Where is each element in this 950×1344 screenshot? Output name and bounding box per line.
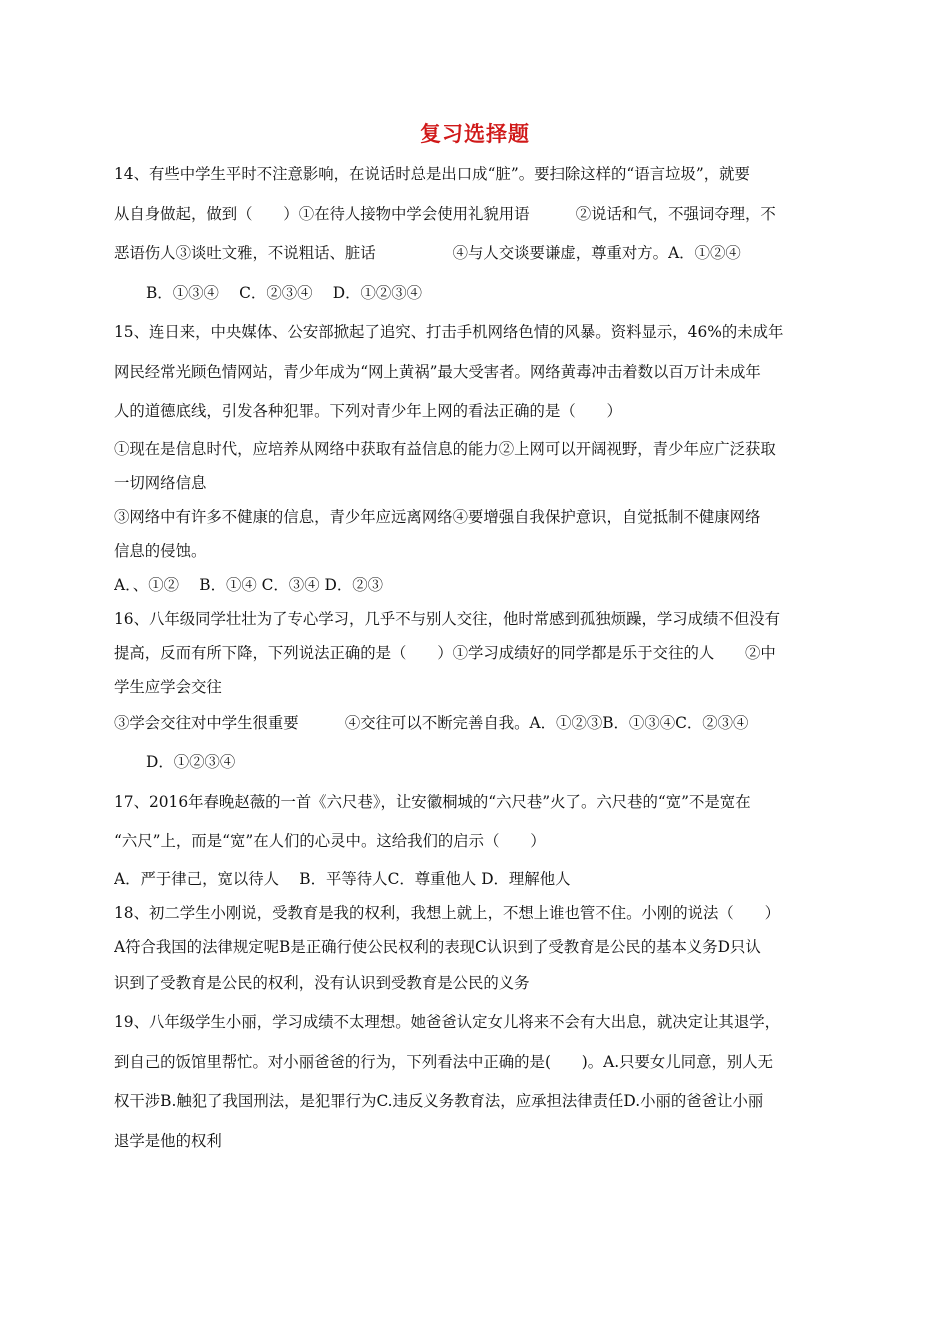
q15-line-5: 一切网络信息 (114, 473, 207, 492)
question-list (114, 155, 838, 1161)
q15-options: A．、①② B．①④ C．③④ D．②③ (114, 575, 383, 594)
page-title: 复习选择题 (420, 122, 530, 146)
q15-line-2: 网民经常光顾色情网站，青少年成为“网上黄祸”最大受害者。网络黄毒冲击着数以百万计未成年 (114, 362, 761, 381)
q16-line-4: ③学会交往对中学生很重要 ④交往可以不断完善自我。A．①②③B．①③④C．②③④ (114, 713, 749, 732)
q16-line-1: 16、八年级同学壮壮为了专心学习，几乎不与别人交往，他时常感到孤独烦躁，学习成绩不但没有 (114, 609, 780, 628)
q17-line-2: “六尺”上，而是“宽”在人们的心灵中。这给我们的启示（ ） (114, 832, 546, 850)
q19-line-1: 19、八年级学生小丽，学习成绩不太理想。她爸爸认定女儿将来不会有大出息，就决定让其退学， (114, 1013, 780, 1031)
q19-line-3: 权干涉B.触犯了我国刑法，是犯罪行为C.违反义务教育法，应承担法律责任D.小丽的爸爸让小丽 (114, 1092, 764, 1110)
q15-line-3: 人的道德底线，引发各种犯罪。下列对青少年上网的看法正确的是（ ） (114, 402, 622, 420)
q18-line-1: 18、初二学生小刚说，受教育是我的权利，我想上就上，不想上谁也管不住。小刚的说法（ ） (114, 903, 780, 922)
q15-line-4: ①现在是信息时代，应培养从网络中获取有益信息的能力②上网可以开阔视野，青少年应广泛获取 (114, 439, 776, 458)
q16-options: D．①②③④ (146, 753, 236, 771)
q17-options: A．严于律己，宽以待人 B．平等待人C．尊重他人 D．理解他人 (114, 869, 571, 888)
q14-line-2: 从自身做起，做到（ ）①在待人接物中学会使用礼貌用语 ②说话和气，不强词夺理，不 (114, 204, 776, 223)
q19-line-2: 到自己的饭馆里帮忙。对小丽爸爸的行为，下列看法中正确的是( )。A.只要女儿同意，别人无 (114, 1052, 774, 1071)
q15-line-7: 信息的侵蚀。 (114, 541, 207, 560)
q14-options: B．①③④ C．②③④ D．①②③④ (146, 283, 423, 302)
q17-line-1: 17、2016年春晚赵薇的一首《六尺巷》，让安徽桐城的“六尺巷”火了。六尺巷的“宽”不是宽在 (114, 792, 751, 811)
q16-line-2: 提高，反而有所下降，下列说法正确的是（ ）①学习成绩好的同学都是乐于交往的人 ②中 (114, 643, 776, 662)
q14-line-3: 恶语伤人③谈吐文雅，不说粗话、脏话 ④与人交谈要谦虚，尊重对方。A．①②④ (114, 244, 741, 262)
q18-line-3: 识到了受教育是公民的权利，没有认识到受教育是公民的义务 (114, 973, 530, 992)
q14-line-1: 14、有些中学生平时不注意影响，在说话时总是出口成“脏”。要扫除这样的“语言垃圾”，就要 (114, 165, 750, 183)
q18-line-2: A符合我国的法律规定呢B是正确行使公民权利的表现C认识到了受教育是公民的基本义务D只认 (114, 937, 761, 956)
q16-line-3: 学生应学会交往 (114, 677, 222, 696)
q15-line-6: ③网络中有许多不健康的信息，青少年应远离网络④要增强自我保护意识，自觉抵制不健康网络 (114, 507, 761, 526)
q15-line-1: 15、连日来，中央媒体、公安部掀起了追究、打击手机网络色情的风暴。资料显示，46%的未成年 (114, 323, 784, 341)
q19-line-4: 退学是他的权利 (114, 1131, 222, 1150)
